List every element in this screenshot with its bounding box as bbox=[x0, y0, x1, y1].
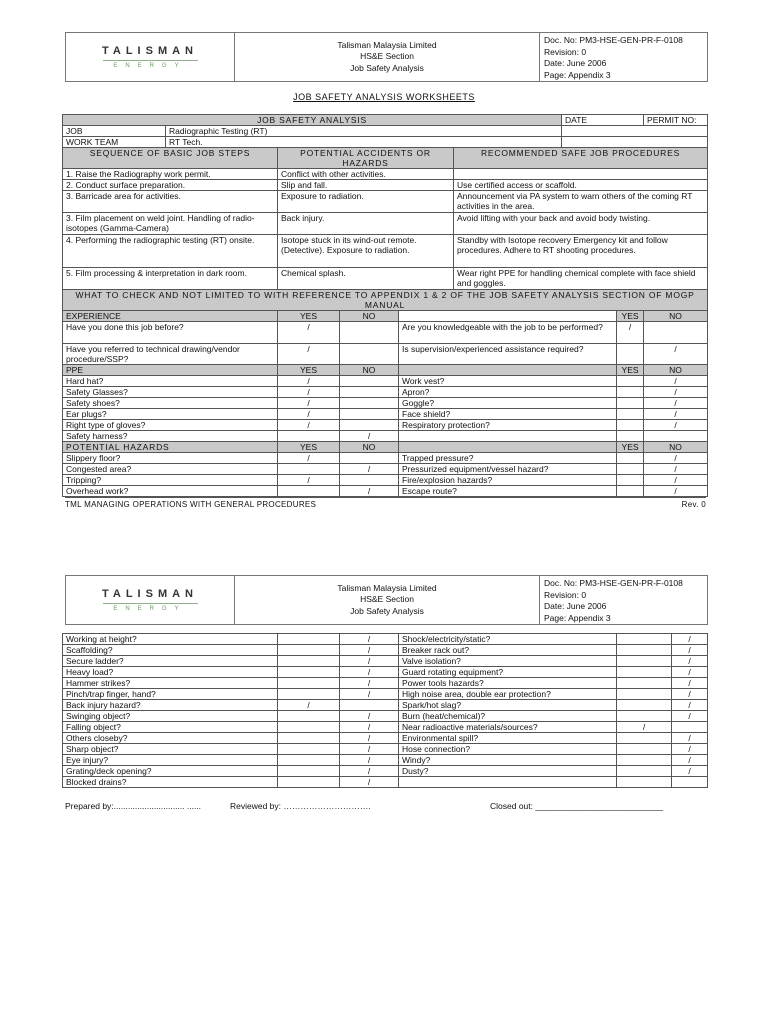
procedure-text: Wear right PPE for handling chemical complete with face shield and goggles. bbox=[454, 268, 708, 290]
check-question: Have you done this job before? bbox=[63, 322, 278, 344]
company-name: Talisman Malaysia Limited bbox=[337, 582, 437, 593]
check-question: Back injury hazard? bbox=[63, 700, 278, 711]
footer-right: Rev. 0 bbox=[681, 500, 706, 509]
check-row bbox=[63, 722, 708, 733]
yes-mark[interactable] bbox=[617, 376, 644, 387]
header-company-block bbox=[235, 576, 540, 624]
yes-mark[interactable] bbox=[278, 634, 340, 645]
hazard-text: Chemical splash. bbox=[278, 268, 454, 290]
yes-mark[interactable]: / bbox=[278, 398, 340, 409]
yes-mark[interactable] bbox=[617, 645, 672, 656]
yes-mark[interactable]: / bbox=[617, 722, 672, 733]
check-question: Congested area? bbox=[63, 464, 278, 475]
step-row bbox=[63, 235, 708, 268]
job-label: JOB bbox=[63, 126, 166, 137]
step-text: 5. Film processing & interpretation in dark room. bbox=[63, 268, 278, 290]
yes-mark[interactable] bbox=[617, 777, 672, 788]
no-mark[interactable]: / bbox=[672, 733, 708, 744]
job-value[interactable]: Radiographic Testing (RT) bbox=[166, 126, 562, 137]
yes-mark[interactable] bbox=[278, 678, 340, 689]
step-text: 4. Performing the radiographic testing (RT) onsite. bbox=[63, 235, 278, 268]
no-mark[interactable]: / bbox=[340, 755, 399, 766]
yes-mark[interactable]: / bbox=[278, 376, 340, 387]
yes-mark[interactable] bbox=[617, 678, 672, 689]
check-question: Have you referred to technical drawing/vendor procedure/SSP? bbox=[63, 344, 278, 365]
step-text: 2. Conduct surface preparation. bbox=[63, 180, 278, 191]
procedure-text: Announcement via PA system to warn others of the coming RT activities in the area. bbox=[454, 191, 708, 213]
doc-number: Doc. No: PM3-HSE-GEN-PR-F-0108 bbox=[544, 35, 683, 45]
yes-header: YES bbox=[278, 365, 340, 376]
yes-mark[interactable] bbox=[278, 722, 340, 733]
doc-revision: Revision: 0 bbox=[544, 589, 587, 600]
yes-mark[interactable]: / bbox=[278, 700, 340, 711]
no-header: NO bbox=[340, 311, 399, 322]
yes-mark[interactable]: / bbox=[617, 322, 644, 344]
check-question: Blocked drains? bbox=[63, 777, 278, 788]
section-name: HS&E Section bbox=[360, 51, 414, 62]
check-question: Grating/deck opening? bbox=[63, 766, 278, 777]
no-mark[interactable]: / bbox=[644, 420, 708, 431]
no-header: NO bbox=[644, 311, 708, 322]
yes-mark[interactable] bbox=[617, 755, 672, 766]
hazard-text: Conflict with other activities. bbox=[278, 169, 454, 180]
hazard-text: Isotope stuck in its wind-out remote. (Detective). Exposure to radiation. bbox=[278, 235, 454, 268]
check-question: Pressurized equipment/vessel hazard? bbox=[399, 464, 617, 475]
yes-mark[interactable] bbox=[617, 656, 672, 667]
no-mark[interactable]: / bbox=[340, 667, 399, 678]
check-row bbox=[63, 431, 708, 442]
doc-date: Date: June 2006 bbox=[544, 58, 607, 68]
no-mark[interactable]: / bbox=[644, 464, 708, 475]
check-question: Dusty? bbox=[399, 766, 617, 777]
page-footer bbox=[65, 497, 706, 509]
col-header-hazards: POTENTIAL ACCIDENTS OR HAZARDS bbox=[278, 148, 454, 169]
date-field[interactable] bbox=[562, 115, 644, 126]
yes-mark[interactable]: / bbox=[278, 453, 340, 464]
yes-mark[interactable] bbox=[617, 344, 644, 365]
no-mark[interactable] bbox=[672, 722, 708, 733]
yes-mark[interactable] bbox=[278, 464, 340, 475]
logo-sub: ENERGY bbox=[113, 606, 187, 612]
doc-title: Job Safety Analysis bbox=[350, 62, 424, 73]
yes-mark[interactable] bbox=[617, 464, 644, 475]
check-row bbox=[63, 766, 708, 777]
check-question: Work vest? bbox=[399, 376, 617, 387]
doc-revision: Revision: 0 bbox=[544, 46, 587, 57]
no-mark[interactable]: / bbox=[644, 387, 708, 398]
check-question: Safety shoes? bbox=[63, 398, 278, 409]
check-row bbox=[63, 777, 708, 788]
company-name: Talisman Malaysia Limited bbox=[337, 39, 437, 50]
check-row bbox=[63, 475, 708, 486]
no-mark[interactable]: / bbox=[644, 376, 708, 387]
no-mark[interactable]: / bbox=[672, 645, 708, 656]
check-question: Face shield? bbox=[399, 409, 617, 420]
hazards-continued-table bbox=[62, 633, 708, 788]
procedure-text: Use certified access or scaffold. bbox=[454, 180, 708, 191]
check-question: Heavy load? bbox=[63, 667, 278, 678]
document-header-page2 bbox=[65, 575, 708, 625]
check-question: Swinging object? bbox=[63, 711, 278, 722]
no-mark[interactable]: / bbox=[672, 744, 708, 755]
yes-mark[interactable] bbox=[617, 453, 644, 464]
step-row bbox=[63, 169, 708, 180]
hazard-text: Slip and fall. bbox=[278, 180, 454, 191]
no-mark[interactable]: / bbox=[340, 711, 399, 722]
check-question: Escape route? bbox=[399, 486, 617, 497]
check-question: Slippery floor? bbox=[63, 453, 278, 464]
permit-field[interactable] bbox=[644, 115, 708, 126]
no-mark[interactable]: / bbox=[340, 645, 399, 656]
check-question: Shock/electricity/static? bbox=[399, 634, 617, 645]
step-row bbox=[63, 180, 708, 191]
check-row bbox=[63, 387, 708, 398]
check-question: Respiratory protection? bbox=[399, 420, 617, 431]
no-mark[interactable]: / bbox=[672, 711, 708, 722]
check-question: Hammer strikes? bbox=[63, 678, 278, 689]
check-question: High noise area, double ear protection? bbox=[399, 689, 617, 700]
check-question: Breaker rack out? bbox=[399, 645, 617, 656]
no-mark[interactable] bbox=[340, 409, 399, 420]
check-row bbox=[63, 420, 708, 431]
section-potential-hazards: POTENTIAL HAZARDS bbox=[63, 442, 278, 453]
no-mark[interactable]: / bbox=[644, 409, 708, 420]
section-name: HS&E Section bbox=[360, 594, 414, 605]
check-question: Others closeby? bbox=[63, 733, 278, 744]
col-header-procedures: RECOMMENDED SAFE JOB PROCEDURES bbox=[454, 148, 708, 169]
no-header: NO bbox=[644, 365, 708, 376]
yes-mark[interactable]: / bbox=[278, 322, 340, 344]
no-header: NO bbox=[340, 365, 399, 376]
check-row bbox=[63, 344, 708, 365]
no-mark[interactable]: / bbox=[644, 475, 708, 486]
no-mark[interactable] bbox=[340, 420, 399, 431]
jsa-table bbox=[62, 114, 708, 497]
no-mark[interactable]: / bbox=[340, 634, 399, 645]
check-question: Ear plugs? bbox=[63, 409, 278, 420]
check-row bbox=[63, 486, 708, 497]
no-mark[interactable]: / bbox=[672, 667, 708, 678]
procedure-text: Standby with Isotope recovery Emergency kit and follow procedures. Adhere to RT shooting procedures. bbox=[454, 235, 708, 268]
jsa-title: JOB SAFETY ANALYSIS bbox=[63, 115, 562, 126]
doc-page: Page: Appendix 3 bbox=[544, 612, 611, 623]
yes-mark[interactable] bbox=[617, 398, 644, 409]
check-question: Secure ladder? bbox=[63, 656, 278, 667]
yes-mark[interactable] bbox=[278, 755, 340, 766]
check-question: Working at height? bbox=[63, 634, 278, 645]
document-header bbox=[65, 32, 708, 82]
no-mark[interactable] bbox=[644, 431, 708, 442]
no-mark[interactable] bbox=[340, 344, 399, 365]
yes-mark[interactable] bbox=[617, 431, 644, 442]
no-mark[interactable]: / bbox=[340, 486, 399, 497]
step-row bbox=[63, 191, 708, 213]
yes-mark[interactable]: / bbox=[278, 420, 340, 431]
check-row bbox=[63, 464, 708, 475]
header-doc-info bbox=[540, 576, 707, 624]
no-mark[interactable] bbox=[340, 700, 399, 711]
no-mark[interactable]: / bbox=[672, 634, 708, 645]
no-mark[interactable]: / bbox=[672, 700, 708, 711]
yes-mark[interactable]: / bbox=[278, 344, 340, 365]
yes-mark[interactable] bbox=[617, 420, 644, 431]
no-mark[interactable] bbox=[340, 376, 399, 387]
check-question: Overhead work? bbox=[63, 486, 278, 497]
col-header-steps: SEQUENCE OF BASIC JOB STEPS bbox=[63, 148, 278, 169]
yes-mark[interactable]: / bbox=[278, 387, 340, 398]
check-row bbox=[63, 744, 708, 755]
doc-title: Job Safety Analysis bbox=[350, 605, 424, 616]
check-question: Power tools hazards? bbox=[399, 678, 617, 689]
yes-mark[interactable] bbox=[617, 744, 672, 755]
check-row bbox=[63, 755, 708, 766]
header-doc-info bbox=[540, 33, 707, 81]
yes-mark[interactable] bbox=[617, 689, 672, 700]
yes-header: YES bbox=[617, 365, 644, 376]
section-experience: EXPERIENCE bbox=[63, 311, 278, 322]
doc-date: Date: June 2006 bbox=[544, 601, 607, 611]
procedure-text: Avoid lifting with your back and avoid body twisting. bbox=[454, 213, 708, 235]
no-mark[interactable]: / bbox=[340, 766, 399, 777]
check-question: Trapped pressure? bbox=[399, 453, 617, 464]
yes-mark[interactable] bbox=[278, 744, 340, 755]
no-mark[interactable]: / bbox=[644, 398, 708, 409]
yes-mark[interactable] bbox=[278, 645, 340, 656]
yes-mark[interactable] bbox=[617, 711, 672, 722]
check-question: Eye injury? bbox=[63, 755, 278, 766]
no-mark[interactable]: / bbox=[672, 656, 708, 667]
yes-mark[interactable] bbox=[278, 711, 340, 722]
check-question: Valve isolation? bbox=[399, 656, 617, 667]
yes-mark[interactable] bbox=[278, 733, 340, 744]
yes-header: YES bbox=[617, 311, 644, 322]
no-mark[interactable]: / bbox=[340, 722, 399, 733]
check-row bbox=[63, 667, 708, 678]
no-mark[interactable] bbox=[340, 387, 399, 398]
step-text: 3. Film placement on weld joint. Handling of radio-isotopes (Gamma-Camera) bbox=[63, 213, 278, 235]
hazard-text: Back injury. bbox=[278, 213, 454, 235]
check-row bbox=[63, 656, 708, 667]
no-mark[interactable]: / bbox=[672, 689, 708, 700]
check-question: Hose connection? bbox=[399, 744, 617, 755]
talisman-logo bbox=[66, 576, 235, 624]
check-row bbox=[63, 398, 708, 409]
no-mark[interactable]: / bbox=[672, 755, 708, 766]
work-team-label: WORK TEAM bbox=[63, 137, 166, 148]
header-company-block bbox=[235, 33, 540, 81]
yes-header: YES bbox=[278, 442, 340, 453]
step-row bbox=[63, 213, 708, 235]
check-question: Sharp object? bbox=[63, 744, 278, 755]
check-question: Pinch/trap finger, hand? bbox=[63, 689, 278, 700]
yes-header: YES bbox=[278, 311, 340, 322]
no-mark[interactable]: / bbox=[644, 486, 708, 497]
checklist-banner: WHAT TO CHECK AND NOT LIMITED TO WITH REFERENCE TO APPENDIX 1 & 2 OF THE JOB SAFETY ANALYSIS SECTION OF MOGP MANUAL bbox=[63, 290, 708, 311]
logo-brand: TALISMAN bbox=[101, 588, 198, 600]
logo-rule bbox=[103, 603, 198, 604]
check-row bbox=[63, 376, 708, 387]
check-question: Scaffolding? bbox=[63, 645, 278, 656]
check-question: Guard rotating equipment? bbox=[399, 667, 617, 678]
hazard-text: Exposure to radiation. bbox=[278, 191, 454, 213]
check-row bbox=[63, 453, 708, 464]
check-row bbox=[63, 634, 708, 645]
check-question: Right type of gloves? bbox=[63, 420, 278, 431]
permit-label: PERMIT NO: bbox=[647, 115, 697, 125]
check-question: Safety Glasses? bbox=[63, 387, 278, 398]
no-mark[interactable] bbox=[672, 777, 708, 788]
check-row bbox=[63, 733, 708, 744]
no-mark[interactable]: / bbox=[340, 733, 399, 744]
no-mark[interactable]: / bbox=[340, 431, 399, 442]
section-ppe: PPE bbox=[63, 365, 278, 376]
no-mark[interactable]: / bbox=[672, 678, 708, 689]
check-question: Falling object? bbox=[63, 722, 278, 733]
yes-mark[interactable] bbox=[617, 700, 672, 711]
yes-mark[interactable] bbox=[617, 733, 672, 744]
no-header: NO bbox=[644, 442, 708, 453]
no-mark[interactable]: / bbox=[340, 689, 399, 700]
no-mark[interactable] bbox=[644, 322, 708, 344]
no-mark[interactable]: / bbox=[644, 453, 708, 464]
check-question: Fire/explosion hazards? bbox=[399, 475, 617, 486]
check-row bbox=[63, 678, 708, 689]
check-row bbox=[63, 689, 708, 700]
no-mark[interactable]: / bbox=[340, 678, 399, 689]
doc-number: Doc. No: PM3-HSE-GEN-PR-F-0108 bbox=[544, 578, 683, 588]
no-mark[interactable] bbox=[340, 453, 399, 464]
logo-sub: ENERGY bbox=[113, 63, 187, 69]
yes-mark[interactable]: / bbox=[278, 409, 340, 420]
talisman-logo bbox=[66, 33, 235, 81]
closed-out-field[interactable]: Closed out: ___________________________ bbox=[490, 801, 663, 811]
yes-mark[interactable] bbox=[278, 656, 340, 667]
yes-mark[interactable] bbox=[617, 387, 644, 398]
check-question: Spark/hot slag? bbox=[399, 700, 617, 711]
no-mark[interactable]: / bbox=[672, 766, 708, 777]
step-text: 3. Barricade area for activities. bbox=[63, 191, 278, 213]
check-row bbox=[63, 645, 708, 656]
yes-mark[interactable] bbox=[278, 667, 340, 678]
yes-mark[interactable] bbox=[278, 689, 340, 700]
check-question bbox=[399, 777, 617, 788]
no-mark[interactable]: / bbox=[340, 744, 399, 755]
date-label: DATE bbox=[565, 115, 588, 125]
no-mark[interactable]: / bbox=[340, 656, 399, 667]
yes-mark[interactable] bbox=[278, 766, 340, 777]
check-question: Hard hat? bbox=[63, 376, 278, 387]
check-question: Environmental spill? bbox=[399, 733, 617, 744]
check-question: Windy? bbox=[399, 755, 617, 766]
check-row bbox=[63, 322, 708, 344]
no-mark[interactable]: / bbox=[340, 777, 399, 788]
yes-mark[interactable] bbox=[617, 475, 644, 486]
work-team-value[interactable]: RT Tech. bbox=[166, 137, 562, 148]
doc-page: Page: Appendix 3 bbox=[544, 69, 611, 80]
check-question: Goggle? bbox=[399, 398, 617, 409]
prepared-by-field[interactable]: Prepared by:.............................. ...... bbox=[65, 801, 202, 811]
yes-mark[interactable] bbox=[278, 486, 340, 497]
check-question: Safety harness? bbox=[63, 431, 278, 442]
step-text: 1. Raise the Radiography work permit. bbox=[63, 169, 278, 180]
check-row bbox=[63, 700, 708, 711]
check-question: Apron? bbox=[399, 387, 617, 398]
reviewed-by-field[interactable]: Reviewed by: …………………………. bbox=[230, 801, 371, 811]
check-row bbox=[63, 409, 708, 420]
no-mark[interactable] bbox=[340, 398, 399, 409]
yes-mark[interactable]: / bbox=[278, 475, 340, 486]
page-title: JOB SAFETY ANALYSIS WORKSHEETS bbox=[293, 92, 475, 102]
footer-left: TML MANAGING OPERATIONS WITH GENERAL PROCEDURES bbox=[65, 500, 317, 509]
no-header: NO bbox=[340, 442, 399, 453]
check-question: Tripping? bbox=[63, 475, 278, 486]
procedure-text bbox=[454, 169, 708, 180]
logo-rule bbox=[103, 60, 198, 61]
yes-header: YES bbox=[617, 442, 644, 453]
yes-mark[interactable] bbox=[617, 486, 644, 497]
check-question: Burn (heat/chemical)? bbox=[399, 711, 617, 722]
check-question: Near radioactive materials/sources? bbox=[399, 722, 617, 733]
yes-mark[interactable] bbox=[617, 766, 672, 777]
no-mark[interactable]: / bbox=[340, 464, 399, 475]
yes-mark[interactable] bbox=[617, 667, 672, 678]
yes-mark[interactable] bbox=[278, 431, 340, 442]
check-question: Is supervision/experienced assistance required? bbox=[399, 344, 617, 365]
check-question bbox=[399, 431, 617, 442]
no-mark[interactable]: / bbox=[644, 344, 708, 365]
no-mark[interactable] bbox=[340, 475, 399, 486]
yes-mark[interactable] bbox=[617, 634, 672, 645]
logo-brand: TALISMAN bbox=[101, 45, 198, 57]
check-row bbox=[63, 711, 708, 722]
yes-mark[interactable] bbox=[278, 777, 340, 788]
no-mark[interactable] bbox=[340, 322, 399, 344]
check-question: Are you knowledgeable with the job to be performed? bbox=[399, 322, 617, 344]
yes-mark[interactable] bbox=[617, 409, 644, 420]
step-row bbox=[63, 268, 708, 290]
